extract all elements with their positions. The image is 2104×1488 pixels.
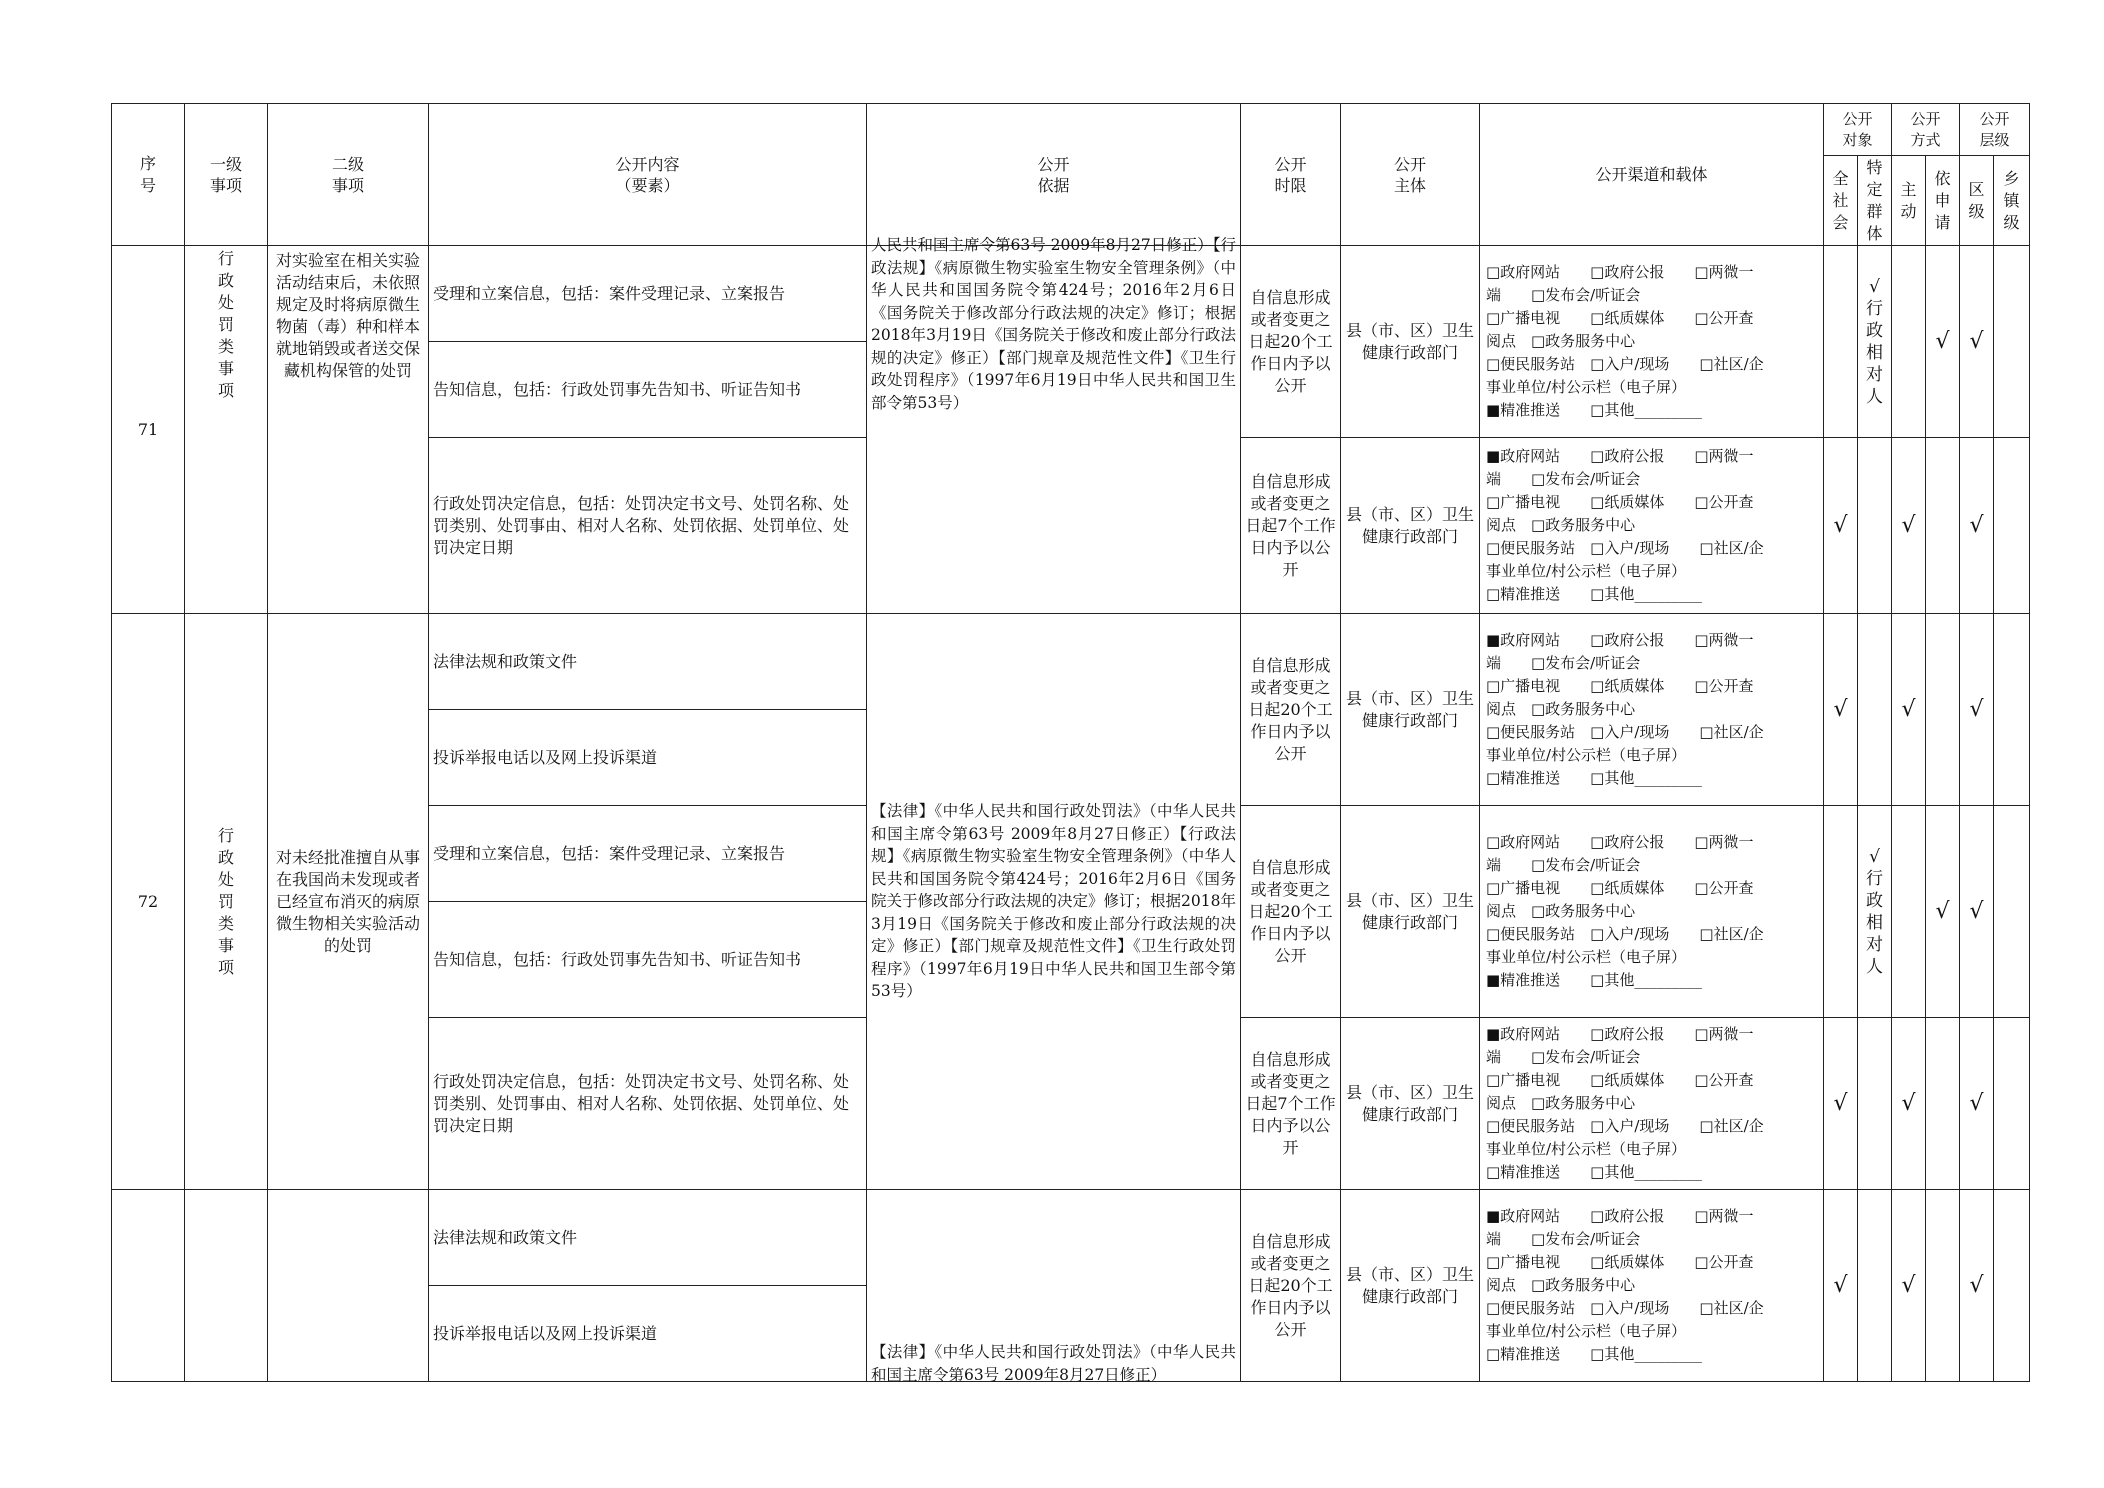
row-71-g2-active: √	[1892, 438, 1926, 614]
row-71-g1-subject: 县（市、区）卫生健康行政部门	[1341, 246, 1480, 438]
row-72-g2-subject: 县（市、区）卫生健康行政部门	[1341, 806, 1480, 1018]
row-71-g1-specific: √行政相对人	[1858, 246, 1892, 438]
row-73-g1-active: √	[1892, 1190, 1926, 1382]
row-71-g1-town	[1994, 246, 2030, 438]
row-71-level2: 对实验室在相关实验活动结束后，未依照规定及时将病原微生物菌（毒）种和样本就地销毁或者送交保藏机构保管的处罚	[268, 246, 429, 614]
row-71-g1-active	[1892, 246, 1926, 438]
row-73-g1-subject: 县（市、区）卫生健康行政部门	[1341, 1190, 1480, 1382]
row-72-g3-district: √	[1960, 1018, 1994, 1190]
row-71-g2-specific	[1858, 438, 1892, 614]
header-level: 公开层级	[1960, 104, 2030, 156]
row-72-g2-specific: √行政相对人	[1858, 806, 1892, 1018]
header-method: 公开方式	[1892, 104, 1960, 156]
row-72-g1-request	[1926, 614, 1960, 806]
row-72-content-5: 行政处罚决定信息，包括：处罚决定书文号、处罚名称、处罚类别、处罚事由、相对人名称、处罚依据、处罚单位、处罚决定日期	[429, 1018, 867, 1190]
row-72-g1-subject: 县（市、区）卫生健康行政部门	[1341, 614, 1480, 806]
row-72-g2-active	[1892, 806, 1926, 1018]
row-72-g3-specific	[1858, 1018, 1892, 1190]
header-level-town: 乡镇级	[1994, 156, 2030, 246]
row-72-content-1: 法律法规和政策文件	[429, 614, 867, 710]
row-71-g1-all	[1824, 246, 1858, 438]
row-72-g3-active: √	[1892, 1018, 1926, 1190]
header-time-limit: 公开时限	[1241, 104, 1341, 246]
row-72-g1-specific	[1858, 614, 1892, 806]
header-content: 公开内容（要素）	[429, 104, 867, 246]
row-73-g1-specific	[1858, 1190, 1892, 1382]
header-method-request: 依申请	[1926, 156, 1960, 246]
row-72-g3-request	[1926, 1018, 1960, 1190]
row-72-g1-channels: ■政府网站 □政府公报 □两微一 端 □发布会/听证会 □广播电视 □纸质媒体 □公开查 阅点 □政务服务中心 □便民服务站 □入户/现场 □社区/企 事业单位/村公示栏（电子屏） □精准推送 □其他_________	[1480, 614, 1824, 806]
row-71-g2-town	[1994, 438, 2030, 614]
row-72-content-3: 受理和立案信息，包括：案件受理记录、立案报告	[429, 806, 867, 902]
row-71-g2-district: √	[1960, 438, 1994, 614]
row-71-g2-subject: 县（市、区）卫生健康行政部门	[1341, 438, 1480, 614]
row-73-g1-time: 自信息形成或者变更之日起20个工作日内予以公开	[1241, 1190, 1341, 1382]
row-72-seq: 72	[112, 614, 185, 1190]
row-72-g2-town	[1994, 806, 2030, 1018]
row-72-g1-active: √	[1892, 614, 1926, 806]
header-basis: 公开依据	[867, 104, 1241, 246]
row-73-g1-channels: ■政府网站 □政府公报 □两微一 端 □发布会/听证会 □广播电视 □纸质媒体 □公开查 阅点 □政务服务中心 □便民服务站 □入户/现场 □社区/企 事业单位/村公示栏（电子屏） □精准推送 □其他_________	[1480, 1190, 1824, 1382]
row-72-g2-all	[1824, 806, 1858, 1018]
row-72-g2-time: 自信息形成或者变更之日起20个工作日内予以公开	[1241, 806, 1341, 1018]
row-72-g2-request: √	[1926, 806, 1960, 1018]
row-71-basis: 人民共和国主席令第63号 2009年8月27日修正）【行政法规】《病原微生物实验室生物安全管理条例》（中华人民共和国国务院令第424号；2016年2月6日《国务院关于修改部分行政法规的决定》修订；根据2018年3月19日《国务院关于修改和废止部分行政法规的决定》修正）【部门规章及规范性文件】《卫生行政处罚程序》（1997年6月19日中华人民共和国卫生部令第53号）	[867, 246, 1241, 614]
header-object-specific: 特定群体	[1858, 156, 1892, 246]
row-71-content-3: 行政处罚决定信息，包括：处罚决定书文号、处罚名称、处罚类别、处罚事由、相对人名称、处罚依据、处罚单位、处罚决定日期	[429, 438, 867, 614]
row-72-level2: 对未经批准擅自从事在我国尚未发现或者已经宣布消灭的病原微生物相关实验活动的处罚	[268, 614, 429, 1190]
header-level2: 二级事项	[268, 104, 429, 246]
row-72-level1: 行政处罚类事项	[185, 614, 268, 1190]
row-71-g1-channels: □政府网站 □政府公报 □两微一 端 □发布会/听证会 □广播电视 □纸质媒体 □公开查 阅点 □政务服务中心 □便民服务站 □入户/现场 □社区/企 事业单位/村公示栏（电子屏） ■精准推送 □其他_________	[1480, 246, 1824, 438]
row-73-g1-all: √	[1824, 1190, 1858, 1382]
header-subject: 公开主体	[1341, 104, 1480, 246]
row-73-g1-district: √	[1960, 1190, 1994, 1382]
row-71-level1: 行政处罚类事项	[185, 246, 268, 614]
row-73-content-2: 投诉举报电话以及网上投诉渠道	[429, 1286, 867, 1382]
row-73-content-1: 法律法规和政策文件	[429, 1190, 867, 1286]
header-channels: 公开渠道和载体	[1480, 104, 1824, 246]
row-71-g2-request	[1926, 438, 1960, 614]
row-72-g2-district: √	[1960, 806, 1994, 1018]
row-72-content-4: 告知信息，包括：行政处罚事先告知书、听证告知书	[429, 902, 867, 1018]
row-72-g3-time: 自信息形成或者变更之日起7个工作日内予以公开	[1241, 1018, 1341, 1190]
row-71-g1-time: 自信息形成或者变更之日起20个工作日内予以公开	[1241, 246, 1341, 438]
row-72-g3-channels: ■政府网站 □政府公报 □两微一 端 □发布会/听证会 □广播电视 □纸质媒体 □公开查 阅点 □政务服务中心 □便民服务站 □入户/现场 □社区/企 事业单位/村公示栏（电子屏） □精准推送 □其他_________	[1480, 1018, 1824, 1190]
row-72-content-2: 投诉举报电话以及网上投诉渠道	[429, 710, 867, 806]
row-72-g2-channels: □政府网站 □政府公报 □两微一 端 □发布会/听证会 □广播电视 □纸质媒体 □公开查 阅点 □政务服务中心 □便民服务站 □入户/现场 □社区/企 事业单位/村公示栏（电子屏） ■精准推送 □其他_________	[1480, 806, 1824, 1018]
row-71-content-2: 告知信息，包括：行政处罚事先告知书、听证告知书	[429, 342, 867, 438]
row-73-level2	[268, 1190, 429, 1382]
row-71-g2-all: √	[1824, 438, 1858, 614]
row-71-g2-channels: ■政府网站 □政府公报 □两微一 端 □发布会/听证会 □广播电视 □纸质媒体 □公开查 阅点 □政务服务中心 □便民服务站 □入户/现场 □社区/企 事业单位/村公示栏（电子屏） □精准推送 □其他_________	[1480, 438, 1824, 614]
row-71-g1-request: √	[1926, 246, 1960, 438]
row-72-g1-time: 自信息形成或者变更之日起20个工作日内予以公开	[1241, 614, 1341, 806]
row-72-g3-subject: 县（市、区）卫生健康行政部门	[1341, 1018, 1480, 1190]
row-72-g1-district: √	[1960, 614, 1994, 806]
row-73-seq	[112, 1190, 185, 1382]
row-73-g1-town	[1994, 1190, 2030, 1382]
row-73-level1	[185, 1190, 268, 1382]
row-71-g1-district: √	[1960, 246, 1994, 438]
row-72-g3-town	[1994, 1018, 2030, 1190]
header-seq: 序号	[112, 104, 185, 246]
row-73-g1-request	[1926, 1190, 1960, 1382]
row-72-g1-town	[1994, 614, 2030, 806]
row-71-g2-time: 自信息形成或者变更之日起7个工作日内予以公开	[1241, 438, 1341, 614]
header-object: 公开对象	[1824, 104, 1892, 156]
row-72-basis: 【法律】《中华人民共和国行政处罚法》（中华人民共和国主席令第63号 2009年8月27日修正）【行政法规】《病原微生物实验室生物安全管理条例》（中华人民共和国国务院令第424号；2016年2月6日《国务院关于修改部分行政法规的决定》修订；根据2018年3月19日《国务院关于修改和废止部分行政法规的决定》修正）【部门规章及规范性文件】《卫生行政处罚程序》（1997年6月19日中华人民共和国卫生部令第53号）	[867, 614, 1241, 1190]
row-71-seq: 71	[112, 246, 185, 614]
row-73-basis: 【法律】《中华人民共和国行政处罚法》（中华人民共和国主席令第63号 2009年8月27日修正）	[867, 1190, 1241, 1382]
row-72-g1-all: √	[1824, 614, 1858, 806]
disclosure-table	[111, 103, 2030, 1382]
row-71-content-1: 受理和立案信息，包括：案件受理记录、立案报告	[429, 246, 867, 342]
header-level-district: 区级	[1960, 156, 1994, 246]
row-72-g3-all: √	[1824, 1018, 1858, 1190]
header-level1: 一级事项	[185, 104, 268, 246]
header-object-all: 全社会	[1824, 156, 1858, 246]
header-method-active: 主动	[1892, 156, 1926, 246]
